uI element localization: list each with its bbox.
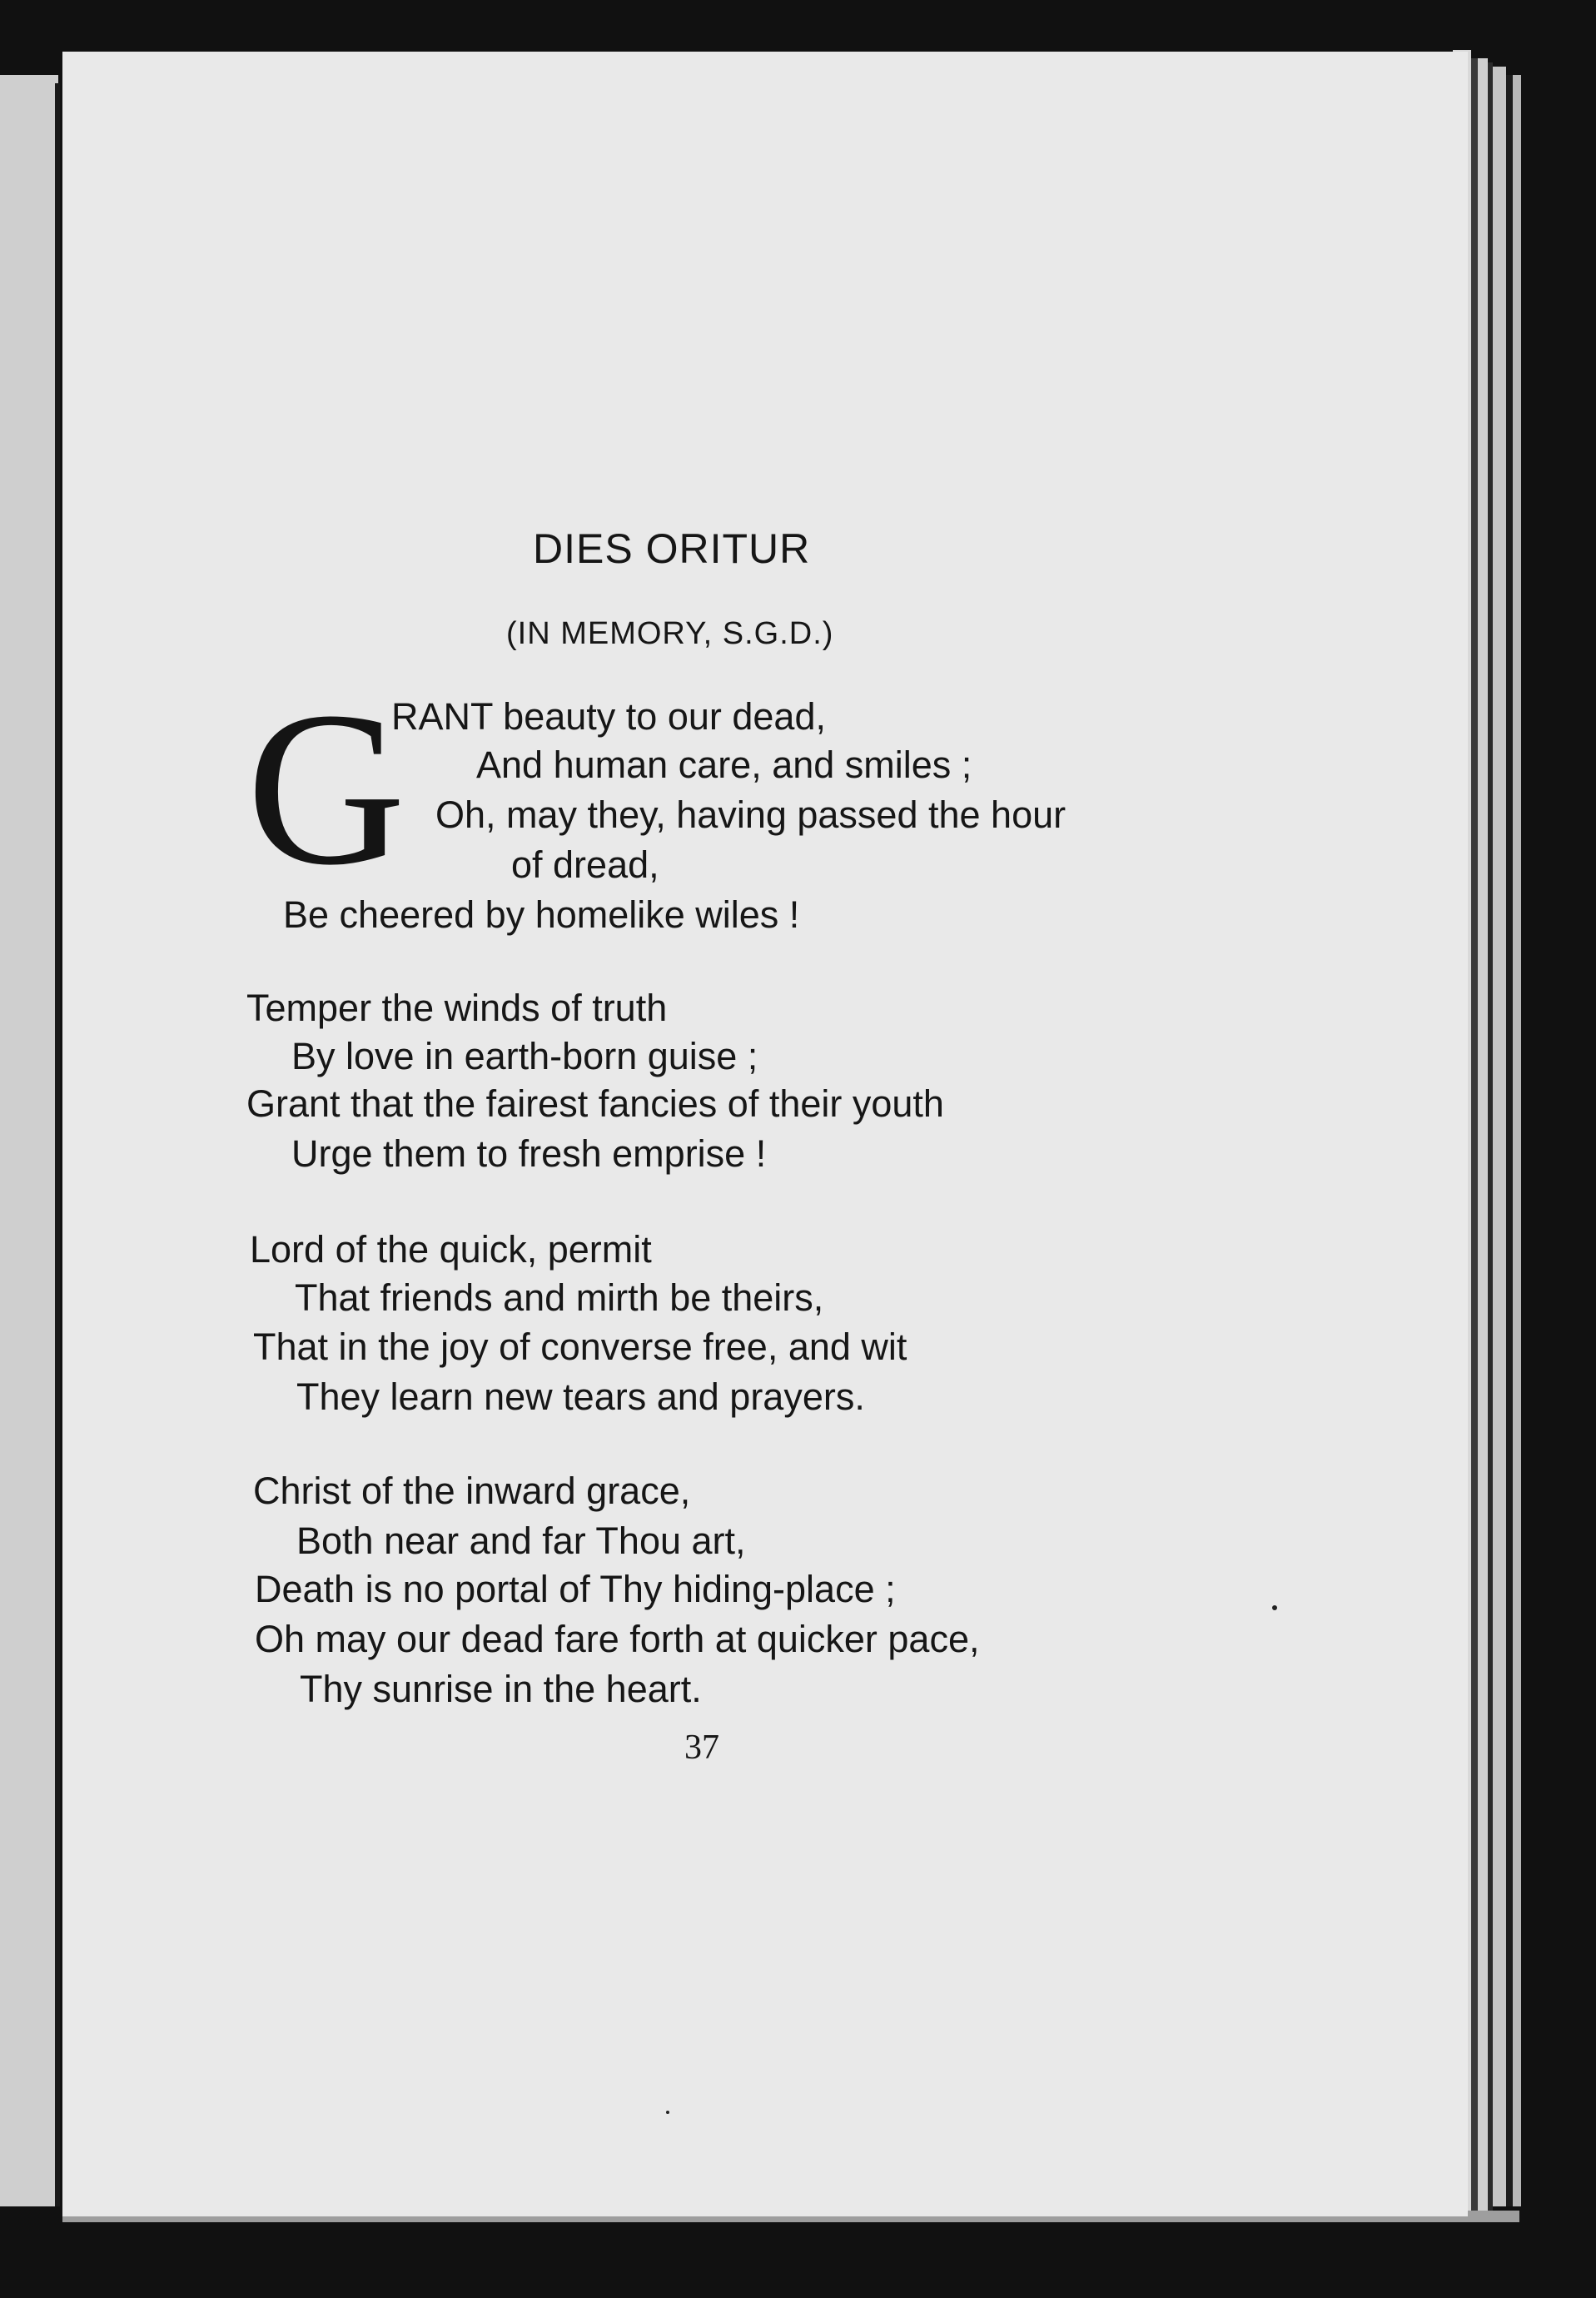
dust-speck: [1272, 1605, 1277, 1610]
poem-line: Lord of the quick, permit: [250, 1228, 652, 1271]
poem-line: Thy sunrise in the heart.: [300, 1668, 702, 1710]
poem-line: Temper the winds of truth: [246, 987, 668, 1029]
poem-line: Christ of the inward grace,: [253, 1470, 691, 1512]
page-edge: [1506, 75, 1513, 2206]
page-number: 37: [684, 1728, 719, 1767]
page-edge: [1493, 67, 1506, 2206]
poem-line: Death is no portal of Thy hiding-place ;: [255, 1568, 896, 1610]
poem-line: Be cheered by homelike wiles !: [283, 893, 800, 936]
poem-line: of dread,: [511, 843, 659, 886]
poem-title: DIES ORITUR: [533, 525, 811, 572]
poem-line: By love in earth-born guise ;: [291, 1035, 758, 1077]
poem-line: RANT beauty to our dead,: [391, 695, 826, 738]
poem-line: Urge them to fresh emprise !: [291, 1132, 767, 1175]
facing-page-edge: [0, 75, 58, 2206]
dust-speck: [666, 2111, 669, 2114]
page-edge: [1513, 75, 1521, 2206]
poem-dedication: (IN MEMORY, S.G.D.): [506, 616, 834, 651]
page-edge: [1471, 58, 1478, 2215]
poem-line: And human care, and smiles ;: [476, 744, 972, 786]
poem-line: That in the joy of converse free, and wit: [253, 1326, 907, 1368]
poem-line: They learn new tears and prayers.: [296, 1375, 865, 1418]
poem-line: Grant that the fairest fancies of their youth: [246, 1082, 944, 1125]
book-gutter: [55, 83, 60, 2206]
poem-line: Oh may our dead fare forth at quicker pace,: [255, 1618, 980, 1660]
page-edge: [1478, 58, 1488, 2215]
drop-cap: G: [246, 667, 406, 911]
poem-line: That friends and mirth be theirs,: [295, 1276, 824, 1319]
poem-line: Both near and far Thou art,: [296, 1520, 746, 1562]
poem-line: Oh, may they, having passed the hour: [435, 793, 1066, 836]
